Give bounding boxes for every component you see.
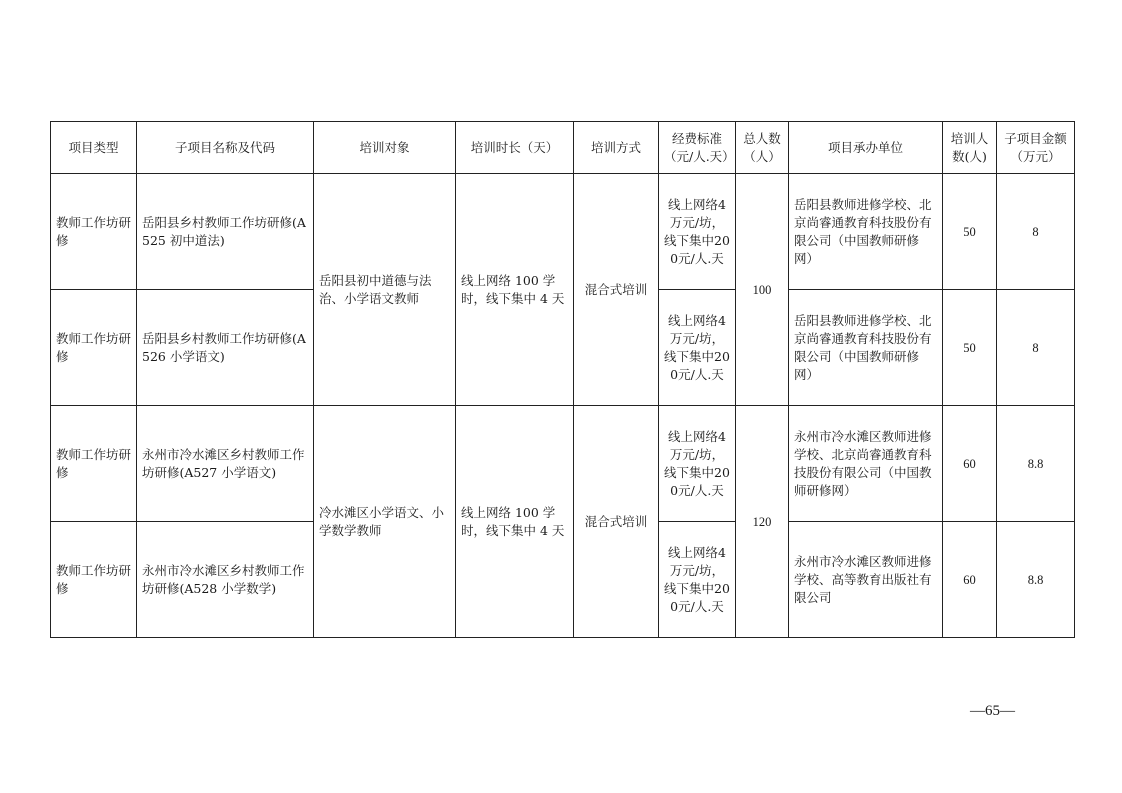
cell-name: 岳阳县乡村教师工作坊研修(A525 初中道法) [137, 174, 314, 290]
header-total-people: 总人数（人） [736, 122, 789, 174]
project-table [50, 121, 1075, 638]
cell-type: 教师工作坊研修 [51, 522, 137, 638]
cell-organizer: 岳阳县教师进修学校、北京尚睿通教育科技股份有限公司（中国教师研修网） [789, 174, 943, 290]
table-row [51, 174, 1075, 290]
cell-total: 100 [736, 174, 789, 406]
cell-fee: 线上网络4万元/坊，线下集中200元/人.天 [659, 174, 736, 290]
cell-fee: 线上网络4万元/坊，线下集中200元/人.天 [659, 290, 736, 406]
cell-type: 教师工作坊研修 [51, 174, 137, 290]
cell-organizer: 岳阳县教师进修学校、北京尚睿通教育科技股份有限公司（中国教师研修网） [789, 290, 943, 406]
header-training-target: 培训对象 [314, 122, 456, 174]
cell-name: 永州市冷水滩区乡村教师工作坊研修(A527 小学语文) [137, 406, 314, 522]
cell-target: 岳阳县初中道德与法治、小学语文教师 [314, 174, 456, 406]
cell-method: 混合式培训 [574, 174, 659, 406]
header-subproject-amount: 子项目金额（万元） [997, 122, 1075, 174]
cell-total: 120 [736, 406, 789, 638]
cell-count: 50 [943, 290, 997, 406]
cell-name: 岳阳县乡村教师工作坊研修(A526 小学语文) [137, 290, 314, 406]
cell-fee: 线上网络4万元/坊，线下集中200元/人.天 [659, 522, 736, 638]
cell-target: 冷水滩区小学语文、小学数学教师 [314, 406, 456, 638]
cell-organizer: 永州市冷水滩区教师进修学校、高等教育出版社有限公司 [789, 522, 943, 638]
table-row [51, 406, 1075, 522]
header-subproject-name: 子项目名称及代码 [137, 122, 314, 174]
cell-organizer: 永州市冷水滩区教师进修学校、北京尚睿通教育科技股份有限公司（中国教师研修网） [789, 406, 943, 522]
page-number: —65— [970, 703, 1015, 719]
header-organizer: 项目承办单位 [789, 122, 943, 174]
cell-amount: 8.8 [997, 406, 1075, 522]
cell-count: 50 [943, 174, 997, 290]
header-trainee-count: 培训人数(人) [943, 122, 997, 174]
cell-method: 混合式培训 [574, 406, 659, 638]
cell-amount: 8 [997, 174, 1075, 290]
cell-duration: 线上网络 100 学时，线下集中 4 天 [456, 406, 574, 638]
cell-type: 教师工作坊研修 [51, 290, 137, 406]
cell-amount: 8.8 [997, 522, 1075, 638]
header-training-duration: 培训时长（天） [456, 122, 574, 174]
cell-count: 60 [943, 406, 997, 522]
cell-fee: 线上网络4万元/坊，线下集中200元/人.天 [659, 406, 736, 522]
cell-count: 60 [943, 522, 997, 638]
table-header-row [51, 122, 1075, 174]
header-project-type: 项目类型 [51, 122, 137, 174]
cell-type: 教师工作坊研修 [51, 406, 137, 522]
cell-amount: 8 [997, 290, 1075, 406]
cell-name: 永州市冷水滩区乡村教师工作坊研修(A528 小学数学) [137, 522, 314, 638]
cell-duration: 线上网络 100 学时，线下集中 4 天 [456, 174, 574, 406]
header-fee-standard: 经费标准（元/人.天） [659, 122, 736, 174]
header-training-method: 培训方式 [574, 122, 659, 174]
